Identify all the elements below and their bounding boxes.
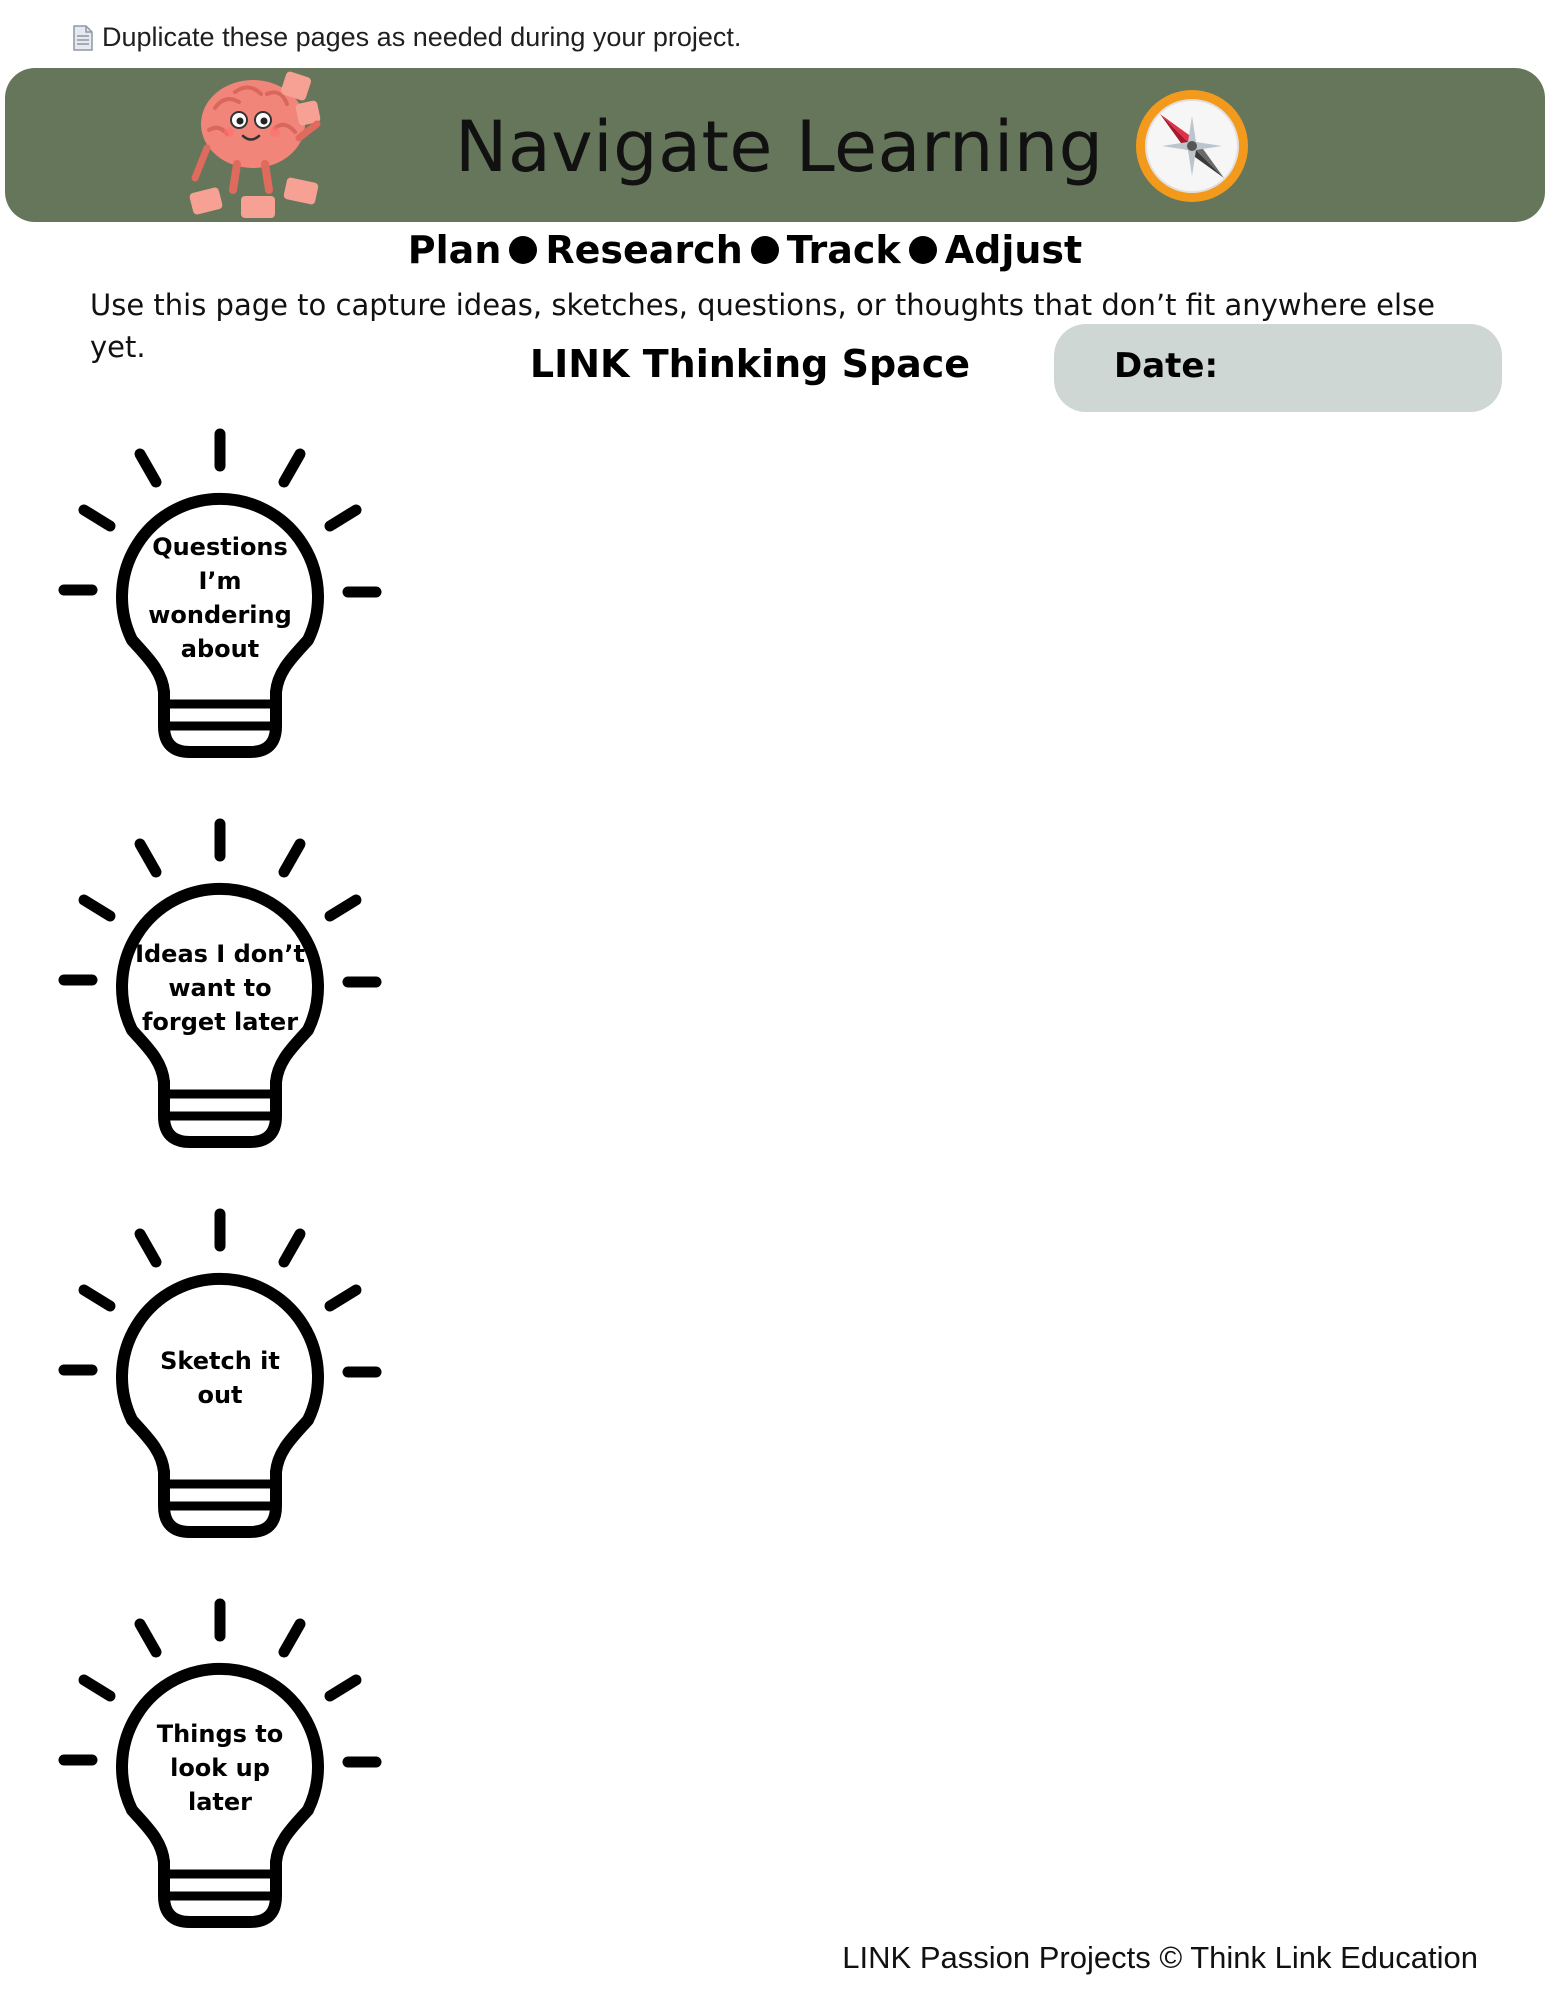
- bulb-label-line: later: [187, 1788, 252, 1816]
- bulb-label: [130, 1344, 310, 1412]
- bulb-label: [130, 937, 310, 1039]
- bulb-label-line: want to: [168, 974, 272, 1002]
- banner-title: Navigate Learning: [455, 106, 1104, 188]
- bulb-prompt: [50, 1590, 390, 1950]
- bulb-label-line: I’m: [198, 567, 242, 595]
- date-field[interactable]: [1054, 324, 1502, 412]
- bulb-label-line: wondering: [148, 601, 292, 629]
- bulb-label-line: forget later: [141, 1008, 299, 1036]
- bullet-dot: [909, 236, 937, 264]
- step-plan: Plan: [407, 228, 502, 272]
- step-track: Track: [786, 228, 901, 272]
- bullet-dot: [751, 236, 779, 264]
- footer-credit: LINK Passion Projects © Think Link Education: [842, 1940, 1478, 1975]
- bullet-dot: [509, 236, 537, 264]
- step-adjust: Adjust: [944, 228, 1083, 272]
- process-steps: [0, 228, 1490, 272]
- bulb-label: [130, 1717, 310, 1819]
- bulb-label-line: Things to: [156, 1720, 284, 1748]
- bulb-label-line: look up: [170, 1754, 270, 1782]
- compass-icon: [1132, 86, 1252, 206]
- title-banner: [5, 68, 1545, 222]
- date-label: Date:: [1114, 346, 1219, 386]
- bulb-label-line: Ideas I don’t: [135, 940, 305, 968]
- brain-puzzle-mascot: [185, 68, 345, 224]
- bulb-label-line: out: [197, 1381, 243, 1409]
- bulb-prompt: [50, 1200, 390, 1560]
- bulb-prompt: [50, 420, 390, 780]
- step-research: Research: [545, 228, 743, 272]
- bulb-label-line: Sketch it: [160, 1347, 280, 1375]
- bulb-label-line: about: [180, 635, 260, 663]
- section-title: LINK Thinking Space: [529, 342, 971, 386]
- instructions-text: Use this page to capture ideas, sketches, questions, or thoughts that don’t fit anywhere else yet.: [90, 288, 1435, 364]
- document-icon: [72, 25, 94, 51]
- bulb-prompt: [50, 810, 390, 1170]
- bulb-label: [130, 530, 310, 666]
- header-note: [72, 22, 741, 53]
- header-note-text: Duplicate these pages as needed during your project.: [102, 22, 742, 52]
- bulb-label-line: Questions: [152, 533, 288, 561]
